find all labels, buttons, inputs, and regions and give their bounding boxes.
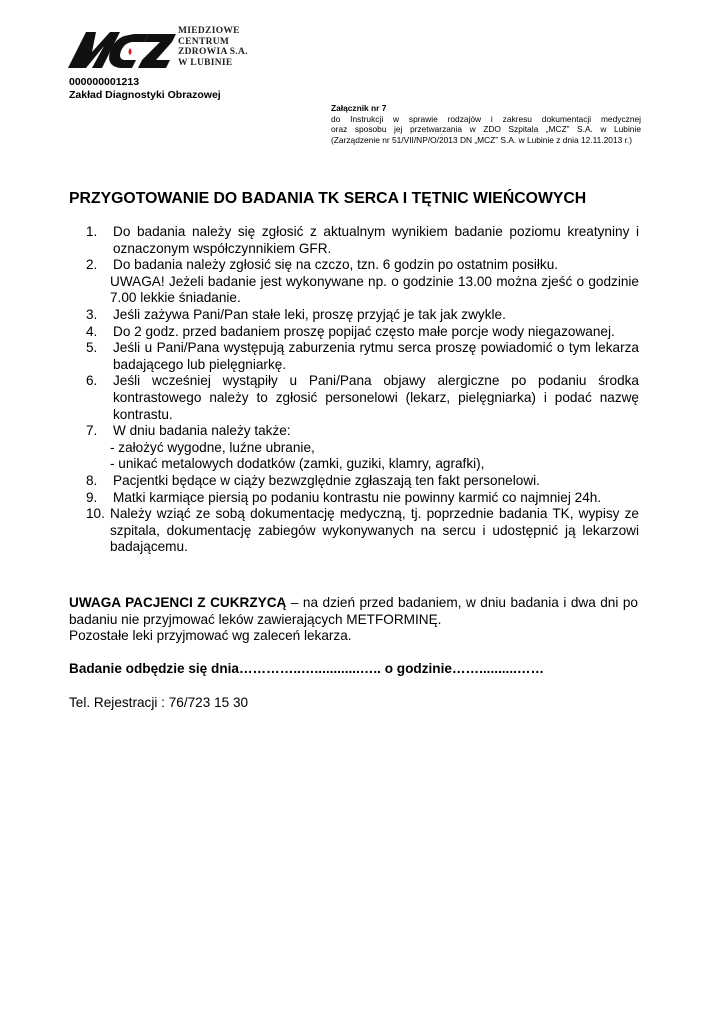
item-text: Pacjentki będące w ciąży bezwzględnie zgłaszają ten fakt personelowi.: [113, 472, 540, 488]
item-subpoint: - założyć wygodne, luźne ubranie,: [110, 439, 315, 455]
document-code: 000000001213: [69, 76, 140, 88]
list-item: [86, 506, 639, 556]
mcz-logo: [66, 22, 256, 74]
diabetes-warning: [69, 595, 638, 645]
item-text: Jeśli u Pani/Pana występują zaburzenia rytmu serca proszę powiadomić o tym lekarza badającego lub pielęgniarkę.: [113, 340, 639, 372]
page-title: PRZYGOTOWANIE DO BADANIA TK SERCA I TĘTNIC WIEŃCOWYCH: [69, 190, 587, 207]
item-number: 7.: [86, 423, 98, 439]
item-number: 10.: [86, 506, 105, 522]
item-number: 2.: [86, 257, 98, 273]
item-number: 4.: [86, 323, 98, 339]
list-item: [86, 224, 639, 257]
registration-phone: Tel. Rejestracji : 76/723 15 30: [69, 695, 249, 710]
list-item: [86, 307, 639, 324]
logo-line: W LUBINIE: [178, 57, 233, 68]
list-item: [86, 373, 639, 423]
logo-line: MIEDZIOWE: [178, 26, 240, 36]
item-warning: UWAGA! Jeżeli badanie jest wykonywane np. o godzinie 13.00 można zjeść o godzinie 7.00 lekkie śniadanie.: [110, 273, 639, 306]
list-item: [86, 324, 639, 341]
annex-title: Załącznik nr 7: [331, 103, 387, 113]
item-number: 3.: [86, 306, 98, 322]
annex-line: (Zarządzenie nr 51/VII/NP/O/2013 DN „MCZ” S.A. w Lubinie z dnia 12.11.2013 r.): [331, 134, 633, 145]
mcz-logo-mark: [66, 22, 178, 74]
list-item: [86, 490, 639, 507]
annex-line: do Instrukcji w sprawie rodzajów i zakresu dokumentacji medycznej: [331, 113, 641, 124]
annex-line: oraz sposobu jej przetwarzania w ZDO Szpitala „MCZ” S.A. w Lubinie: [331, 124, 641, 135]
appointment-line: Badanie odbędzie się dnia…………..…............….. o godzinie……..........……: [69, 661, 545, 676]
item-text: Matki karmiące piersią po podaniu kontrastu nie powinny karmić co najmniej 24h.: [113, 489, 602, 505]
list-item: [86, 340, 639, 373]
warning-text: – na dzień przed badaniem, w dniu badania i dwa dni po badaniu nie przyjmować leków zawierających METFORMINĘ.: [69, 595, 638, 627]
item-text: Jeśli zażywa Pani/Pan stałe leki, proszę przyjąć je tak jak zwykle.: [113, 306, 506, 322]
item-number: 9.: [86, 489, 98, 505]
list-item: [86, 473, 639, 490]
warning-note: Pozostałe leki przyjmować wg zaleceń lekarza.: [69, 628, 352, 644]
item-number: 6.: [86, 373, 98, 389]
warning-label: UWAGA PACJENCI Z CUKRZYCĄ: [69, 595, 287, 610]
logo-line: CENTRUM: [178, 36, 230, 47]
item-text: Do 2 godz. przed badaniem proszę popijać często małe porcje wody niegazowanej.: [113, 323, 615, 339]
item-text: Do badania należy się zgłosić z aktualnym wynikiem badanie poziomu kreatyniny i oznaczonym współczynnikiem GFR.: [113, 224, 639, 256]
item-text: Jeśli wcześniej wystąpiły u Pani/Pana objawy alergiczne po podaniu środka kontrastowego należy to zgłosić personelowi (lekarz, pielęgniarka) i podać nazwę kontrastu.: [113, 373, 639, 422]
department-name: Zakład Diagnostyki Obrazowej: [69, 89, 221, 101]
annex-note: [331, 103, 641, 145]
warning-paragraph: [69, 595, 638, 628]
item-number: 1.: [86, 224, 98, 239]
item-text: W dniu badania należy także:: [113, 423, 291, 439]
list-item: [86, 423, 639, 473]
list-item: [86, 257, 639, 307]
instructions-list: [86, 224, 639, 556]
item-text: Należy wziąć ze sobą dokumentację medyczną, tj. poprzednie badania TK, wypisy ze szpitala, dokumentację zabiegów wykonywanych na sercu i udostępnić ją lekarzowi badającemu.: [110, 506, 639, 555]
logo-line: ZDROWIA S.A.: [178, 47, 248, 57]
item-number: 5.: [86, 340, 98, 356]
logo-name: [178, 26, 248, 68]
item-subpoint: - unikać metalowych dodatków (zamki, guziki, klamry, agrafki),: [110, 456, 485, 472]
item-text: Do badania należy zgłosić się na czczo, tzn. 6 godzin po ostatnim posiłku.: [113, 257, 559, 273]
item-number: 8.: [86, 472, 98, 488]
